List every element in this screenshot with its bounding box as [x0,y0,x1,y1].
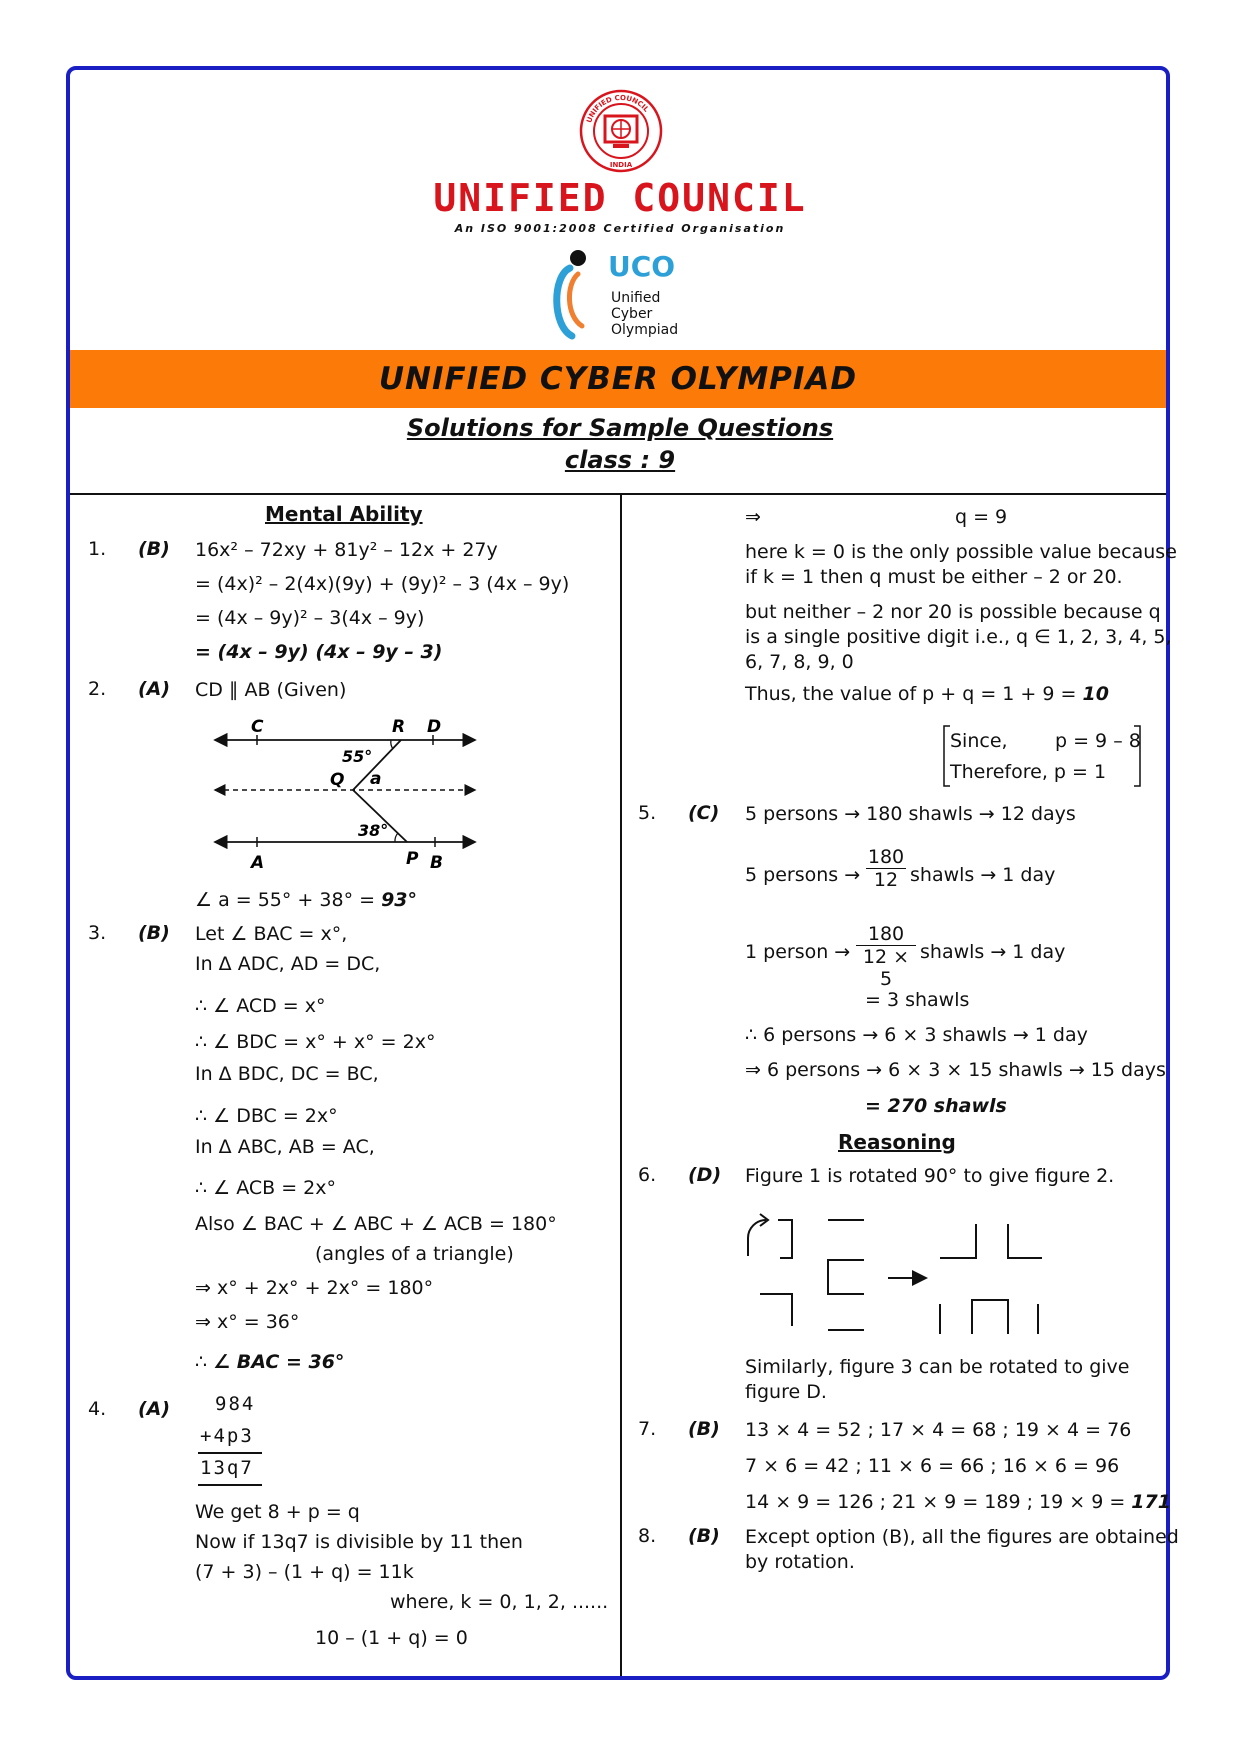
q4-line-3: (7 + 3) – (1 + q) = 11k [195,1561,414,1583]
class-label: class : 9 [564,446,676,474]
q4c-result-prefix: Thus, the value of p + q = 1 + 9 = [745,683,1083,705]
q4c-line-4: but neither – 2 nor 20 is possible because q [745,601,1161,623]
q3-answer: (B) [138,922,170,944]
label-a: a [370,769,382,789]
q4-answer: (A) [138,1398,171,1420]
q5-fraction-2-den: 12 × 5 [856,945,916,990]
label-P: P [406,849,419,869]
rotation-figure [740,1208,1060,1338]
q3-line-6: ∴ ∠ DBC = 2x° [195,1105,338,1127]
q4-number: 4. [88,1398,107,1420]
q5-answer: (C) [688,802,720,824]
org-subtitle: An ISO 9001:2008 Certified Organisation [454,222,786,235]
q6-number: 6. [638,1164,657,1186]
q5-line-3-suffix: shawls → 1 day [920,941,1066,963]
q4c-p-expr: p = 9 – 8 [1055,730,1141,752]
q3-line-9: Also ∠ BAC + ∠ ABC + ∠ ACB = 180° [195,1213,557,1235]
q2-number: 2. [88,678,107,700]
q5-fraction-1-num: 180 [867,846,905,868]
org-name: UNIFIED COUNCIL [433,176,807,220]
q3-therefore: ∴ [195,1351,214,1373]
q7-answer: (B) [688,1418,720,1440]
band-title: UNIFIED CYBER OLYMPIAD [378,361,858,397]
parallel-lines-diagram [205,712,485,878]
heading-mental-ability: Mental Ability [265,502,423,526]
q4-line-5: 10 – (1 + q) = 0 [315,1627,468,1649]
q1-number: 1. [88,538,107,560]
q1-result: = (4x – 9y) (4x – 9y – 3) [195,641,443,663]
uco-line-2: Cyber [611,306,653,322]
q7-line-2: 7 × 6 = 42 ; 11 × 6 = 66 ; 16 × 6 = 96 [745,1455,1120,1477]
seal-text-top: UNIFIED COUNCIL [585,93,651,124]
q3-line-12: ⇒ x° = 36° [195,1311,300,1333]
q8-number: 8. [638,1525,657,1547]
angle-38: 38° [358,821,389,840]
q1-line-2: = (4x)² – 2(4x)(9y) + (9y)² – 3 (4x – 9y) [195,573,570,595]
q6-line-3: figure D. [745,1381,827,1403]
q4-addend-2: +4p3 [200,1425,254,1447]
q4c-line-3: if k = 1 then q must be either – 2 or 20. [745,566,1123,588]
q8-answer: (B) [688,1525,720,1547]
q4c-result-line [745,682,1109,706]
uco-line-3: Olympiad [611,322,679,338]
uco-mark: UCO [608,250,676,283]
q1-line-1: 16x² – 72xy + 81y² – 12x + 27y [195,539,498,561]
label-Q: Q [330,770,345,790]
q3-result: ∠ BAC = 36° [213,1351,345,1373]
q4-sum: 13q7 [200,1457,254,1479]
q3-line-5: In Δ BDC, DC = BC, [195,1063,379,1085]
q2-result-line [195,888,417,912]
q3-line-11: ⇒ x° + 2x° + 2x° = 180° [195,1277,434,1299]
q4-line-4: where, k = 0, 1, 2, ...... [390,1591,609,1613]
q4-line-2: Now if 13q7 is divisible by 11 then [195,1531,523,1553]
q6-answer: (D) [688,1164,722,1186]
svg-text:UNIFIED COUNCIL [585,94,651,124]
q6-line-1: Figure 1 is rotated 90° to give figure 2. [745,1165,1115,1187]
q1-line-3: = (4x – 9y)² – 3(4x – 9y) [195,607,425,629]
q5-line-2-prefix: 5 persons → [745,864,861,886]
q5-fraction-1 [866,846,906,891]
q7-line-1: 13 × 4 = 52 ; 17 × 4 = 68 ; 19 × 4 = 76 [745,1419,1132,1441]
label-A: A [251,853,265,873]
q4-addend-1: 984 [215,1393,256,1415]
q5-fraction-2-num: 180 [867,923,905,945]
q4c-implies: ⇒ [745,506,761,528]
q4-sum-rule-top [198,1452,262,1454]
q3-number: 3. [88,922,107,944]
q2-result-prefix: ∠ a = 55° + 38° = [195,889,382,911]
q4c-result: 10 [1082,683,1109,705]
q5-line-5: ∴ 6 persons → 6 × 3 shawls → 1 day [745,1024,1088,1046]
q4c-since: Since, [950,730,1008,752]
q4c-line-6: 6, 7, 8, 9, 0 [745,651,854,673]
divider-vertical [620,494,622,1676]
label-R: R [392,717,406,737]
q5-line-6: ⇒ 6 persons → 6 × 3 × 15 shawls → 15 days [745,1059,1166,1081]
q7-result: 171 [1131,1491,1171,1513]
q5-line-3-prefix: 1 person → [745,941,851,963]
q4c-line-5: is a single positive digit i.e., q ∈ 1, 2, 3, 4, 5, [745,626,1172,648]
divider-horizontal [70,493,1166,495]
q2-result: 93° [381,889,418,911]
title-band [70,350,1166,408]
q5-line-2-suffix: shawls → 1 day [910,864,1056,886]
q2-given: CD ∥ AB (Given) [195,679,347,701]
uco-logo [548,246,698,342]
q1-answer: (B) [138,538,170,560]
q5-line-1: 5 persons → 180 shawls → 12 days [745,803,1076,825]
q4c-q-value: q = 9 [955,506,1008,528]
q3-result-line [195,1350,344,1374]
q3-line-1: Let ∠ BAC = x°, [195,923,348,945]
q5-result: = 270 shawls [865,1095,1007,1117]
heading-reasoning: Reasoning [838,1130,956,1154]
unified-council-seal-logo [578,88,664,174]
doc-subtitle: Solutions for Sample Questions [406,414,834,442]
q3-line-8: ∴ ∠ ACB = 2x° [195,1177,336,1199]
label-C: C [251,717,264,737]
q3-line-10: (angles of a triangle) [315,1243,514,1265]
uco-line-1: Unified [611,290,661,306]
label-D: D [427,717,442,737]
q5-fraction-2 [856,923,916,990]
q2-answer: (A) [138,678,171,700]
q4-line-1: We get 8 + p = q [195,1501,360,1523]
q4c-line-2: here k = 0 is the only possible value because [745,541,1177,563]
q3-line-2: In Δ ADC, AD = DC, [195,953,381,975]
label-B: B [430,853,443,873]
q7-result-line [745,1490,1171,1514]
seal-text-bottom: INDIA [609,161,633,169]
q5-number: 5. [638,802,657,824]
q4-sum-rule-bottom [198,1484,262,1486]
q6-line-2: Similarly, figure 3 can be rotated to give [745,1356,1130,1378]
q7-result-prefix: 14 × 9 = 126 ; 21 × 9 = 189 ; 19 × 9 = [745,1491,1132,1513]
q5-fraction-1-den: 12 [866,868,906,891]
q3-line-3: ∴ ∠ ACD = x° [195,995,326,1017]
angle-55: 55° [342,747,373,766]
q3-line-7: In Δ ABC, AB = AC, [195,1136,375,1158]
q7-number: 7. [638,1418,657,1440]
q4c-therefore: Therefore, p = 1 [950,761,1107,783]
q8-line-2: by rotation. [745,1551,855,1573]
q3-line-4: ∴ ∠ BDC = x° + x° = 2x° [195,1031,436,1053]
q8-line-1: Except option (B), all the figures are obtained [745,1526,1179,1548]
q5-line-4: = 3 shawls [865,989,970,1011]
